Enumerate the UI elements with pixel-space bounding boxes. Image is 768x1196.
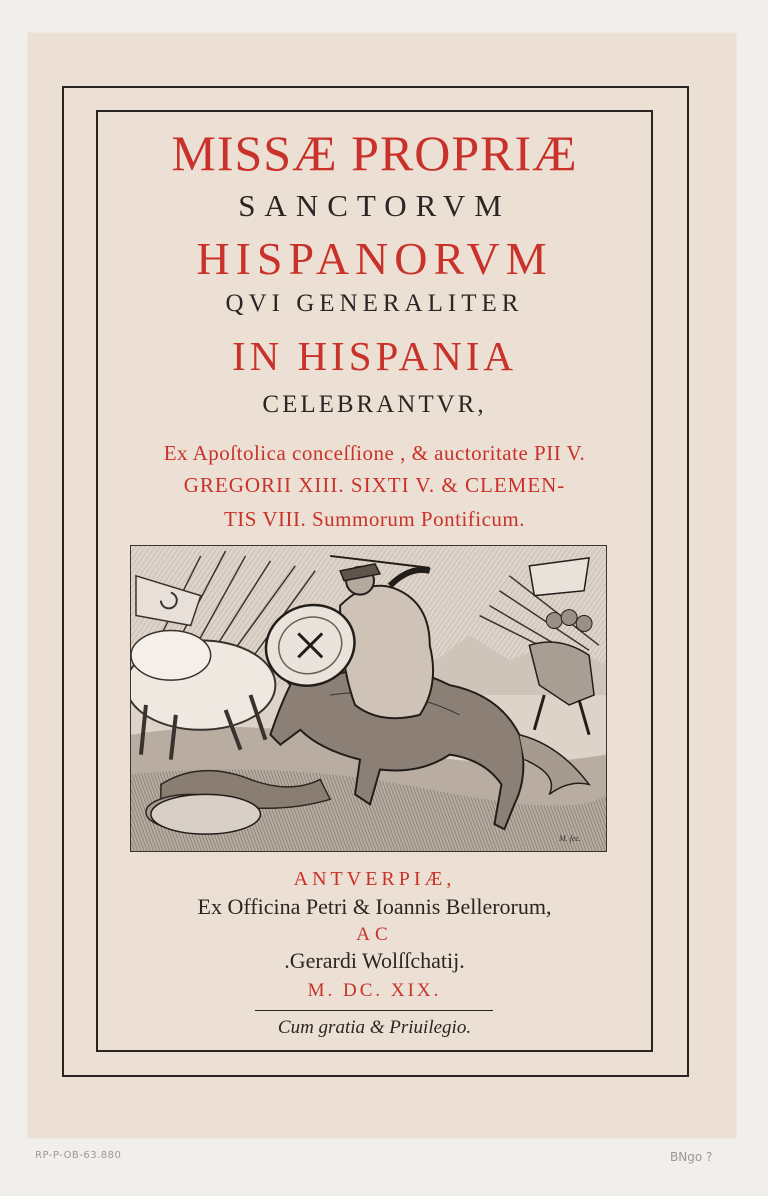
- engraving-santiago-battle: [130, 545, 607, 852]
- title-line-hispanorum: HISPANORVM: [196, 233, 553, 284]
- inventory-number: RP-P-OB-63.880: [35, 1150, 122, 1161]
- title-line-in-hispania: IN HISPANIA: [231, 333, 518, 379]
- engraving-illustration: [131, 546, 606, 851]
- subtitle-line-2: GREGORII XIII. SIXTI V. & CLEMEN-: [183, 473, 566, 497]
- title-line-qui-generaliter: QVI GENERALITER: [225, 290, 524, 317]
- title-line-missae: MISSÆ PROPRIÆ: [171, 125, 578, 181]
- pencil-note: BNgo ?: [670, 1150, 713, 1164]
- privilege-line: Cum gratia & Priuilegio.: [277, 1017, 472, 1038]
- imprint-ac: AC: [356, 924, 393, 945]
- engraving-signature: M. fec.: [559, 834, 582, 844]
- subtitle-line-3: TIS VIII. Summorum Pontificum.: [223, 507, 526, 531]
- imprint-year: M. DC. XIX.: [307, 980, 442, 1001]
- privilege-rule: [255, 1010, 493, 1011]
- title-line-celebrantur: CELEBRANTVR,: [262, 391, 487, 418]
- imprint-city: ANTVERPIÆ,: [293, 868, 456, 890]
- imprint-partner: .Gerardi Wolſſchatij.: [284, 948, 465, 973]
- imprint-printer: Ex Officina Petri & Ioannis Bellerorum,: [197, 894, 552, 919]
- subtitle-line-1: Ex Apoſtolica conceſſione , & auctoritate PII V.: [163, 441, 586, 465]
- title-line-sanctorum: SANCTORVM: [238, 188, 511, 223]
